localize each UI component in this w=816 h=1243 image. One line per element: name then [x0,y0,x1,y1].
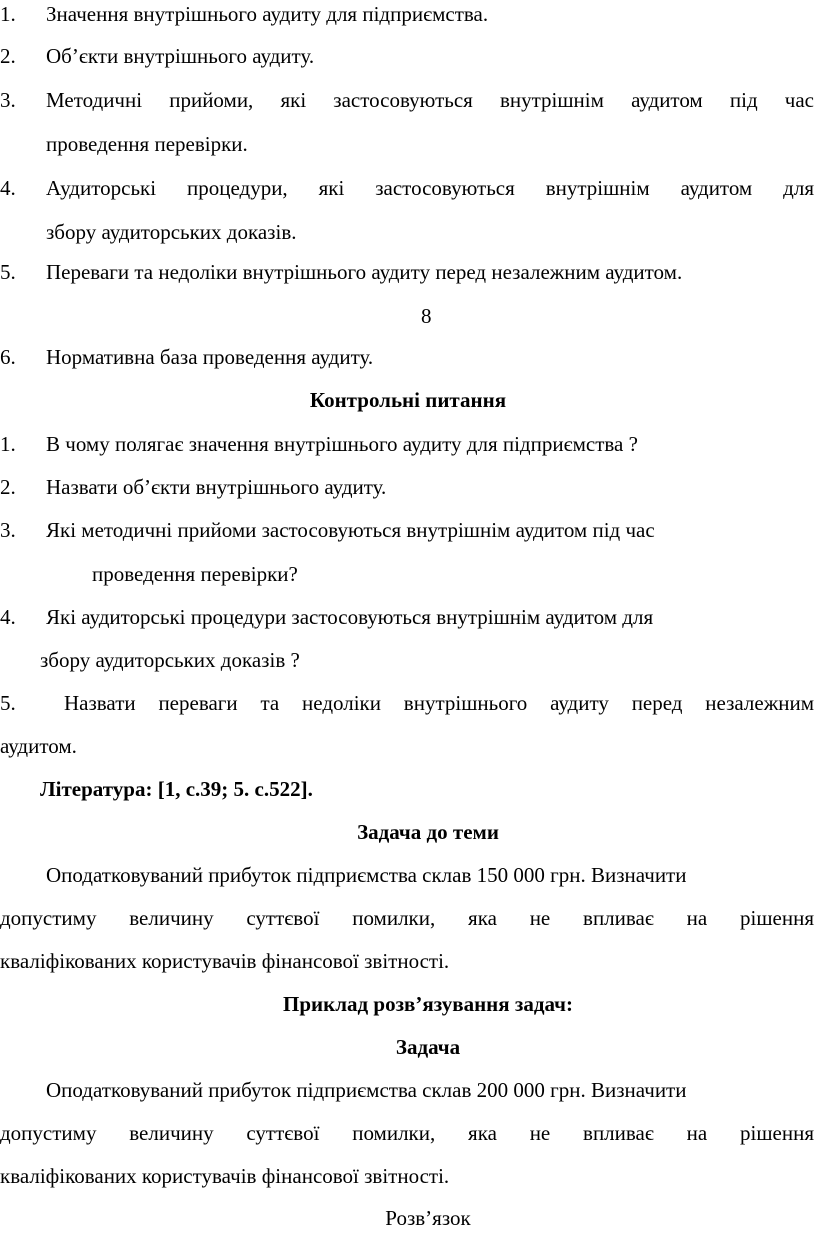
task2-line3: кваліфікованих користувачів фінансової звітності. [0,1164,450,1188]
list1-item4-number: 4. [0,176,16,200]
task1-line3: кваліфікованих користувачів фінансової звітності. [0,949,450,973]
list1-item5-text: Переваги та недоліки внутрішнього аудиту перед незалежним аудитом. [46,260,683,284]
list1-item2-number: 2. [0,44,16,68]
list1-item2-text: Об’єкти внутрішнього аудиту. [46,44,315,68]
question4-continuation: збору аудиторських доказів ? [40,648,300,672]
question1-text: В чому полягає значення внутрішнього аудиту для підприємства ? [46,432,638,456]
page-number: 8 [421,304,432,328]
control-questions-heading: Контрольні питання [309,388,507,412]
solution-heading: Розв’язок [385,1206,471,1230]
list1-item4-text: Аудиторські процедури, які застосовуються внутрішнім аудитом для [46,176,814,200]
task2-line1: Оподатковуваний прибуток підприємства склав 200 000 грн. Визначити [46,1078,687,1102]
question5-text: Назвати переваги та недоліки внутрішнього аудиту перед незалежним [64,691,814,715]
list1-item4-continuation: збору аудиторських доказів. [46,220,297,244]
task-heading: Задача до теми [357,820,499,844]
question2-text: Назвати об’єкти внутрішнього аудиту. [46,475,387,499]
question4-text: Які аудиторські процедури застосовуються внутрішнім аудитом для [46,605,654,629]
task1-line2: допустиму величину суттєвої помилки, яка не впливає на рішення [0,906,814,930]
list1-item6-text: Нормативна база проведення аудиту. [46,345,374,369]
example-heading: Приклад розв’язування задач: [283,992,573,1016]
list1-item6-number: 6. [0,345,16,369]
list1-item3-continuation: проведення перевірки. [46,132,248,156]
list1-item3-text: Методичні прийоми, які застосовуються внутрішнім аудитом під час [46,88,814,112]
example-task-heading: Задача [395,1035,461,1059]
question3-continuation: проведення перевірки? [92,562,298,586]
question2-number: 2. [0,475,16,499]
question5-continuation: аудитом. [0,734,77,758]
list1-item5-number: 5. [0,260,16,284]
question4-number: 4. [0,605,16,629]
task1-line1: Оподатковуваний прибуток підприємства склав 150 000 грн. Визначити [46,863,687,887]
question3-text: Які методичні прийоми застосовуються внутрішнім аудитом під час [46,518,655,542]
list1-item1-number: 1. [0,2,16,26]
literature-reference: Література: [1, с.39; 5. с.522]. [40,777,313,801]
list1-item3-number: 3. [0,88,16,112]
list1-item1-text: Значення внутрішнього аудиту для підприємства. [46,2,489,26]
question5-number: 5. [0,691,16,715]
task2-line2: допустиму величину суттєвої помилки, яка не впливає на рішення [0,1121,814,1145]
question1-number: 1. [0,432,16,456]
question3-number: 3. [0,518,16,542]
